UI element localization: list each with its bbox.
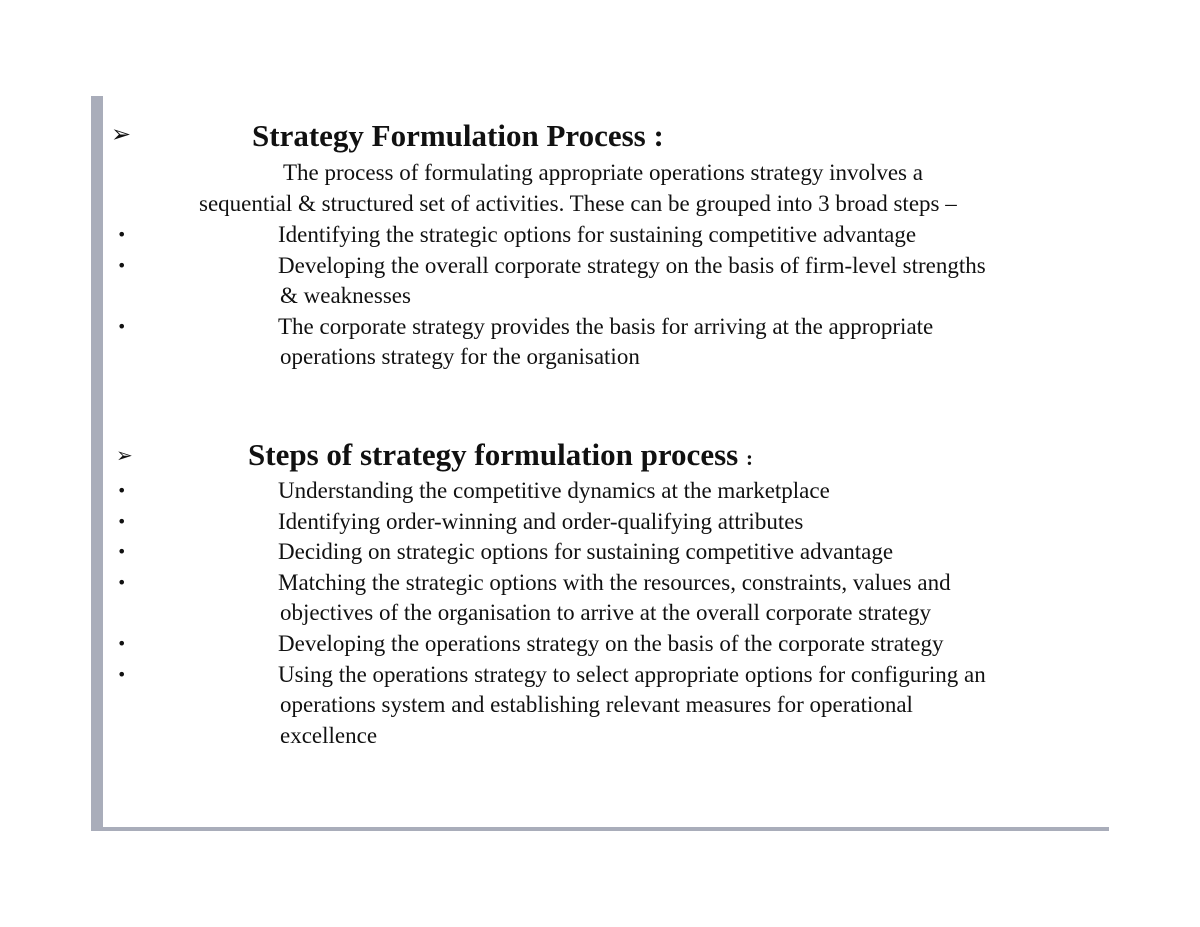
list-item-line-continued: & weaknesses: [280, 283, 411, 308]
intro-line-1: The process of formulating appropriate operations strategy involves a: [283, 160, 923, 185]
section-heading-steps-text: Steps of strategy formulation process: [248, 437, 739, 472]
arrow-bullet-icon: ➢: [111, 120, 132, 148]
list-item-line: Deciding on strategic options for sustaining competitive advantage: [278, 539, 894, 564]
bullet-icon: •: [117, 256, 127, 275]
section-heading-steps-colon: :: [745, 446, 753, 470]
bullet-icon: •: [117, 542, 127, 561]
bullet-icon: •: [117, 317, 127, 336]
list-item-line: Using the operations strategy to select appropriate options for configuring an: [278, 662, 986, 687]
list-item-line-continued: operations strategy for the organisation: [280, 344, 640, 369]
list-item-line: Understanding the competitive dynamics at the marketplace: [278, 478, 830, 503]
list-item-line-continued: excellence: [280, 723, 378, 748]
list-item-line: Identifying order-winning and order-qualifying attributes: [278, 509, 804, 534]
left-border-bar: [91, 96, 103, 831]
arrow-bullet-icon: ➢: [116, 443, 133, 467]
list-item-line-continued: objectives of the organisation to arrive at the overall corporate strategy: [280, 600, 931, 625]
bullet-icon: •: [117, 634, 127, 653]
bullet-icon: •: [117, 481, 127, 500]
list-item-line: The corporate strategy provides the basis for arriving at the appropriate: [278, 314, 934, 339]
list-item-line: Matching the strategic options with the resources, constraints, values and: [278, 570, 951, 595]
list-item-line: Developing the overall corporate strategy on the basis of firm-level strengths: [278, 253, 986, 278]
list-item-line-continued: operations system and establishing relevant measures for operational: [280, 692, 913, 717]
bottom-border-bar: [91, 827, 1109, 831]
section-heading-strategy-formulation: Strategy Formulation Process :: [252, 118, 664, 153]
bullet-icon: •: [117, 665, 127, 684]
bullet-icon: •: [117, 573, 127, 592]
bullet-icon: •: [117, 225, 127, 244]
intro-line-2: sequential & structured set of activities. These can be grouped into 3 broad steps –: [199, 191, 957, 216]
list-item-line: Identifying the strategic options for sustaining competitive advantage: [278, 222, 917, 247]
list-item-line: Developing the operations strategy on the basis of the corporate strategy: [278, 631, 944, 656]
section-heading-steps: [248, 439, 753, 470]
bullet-icon: •: [117, 512, 127, 531]
